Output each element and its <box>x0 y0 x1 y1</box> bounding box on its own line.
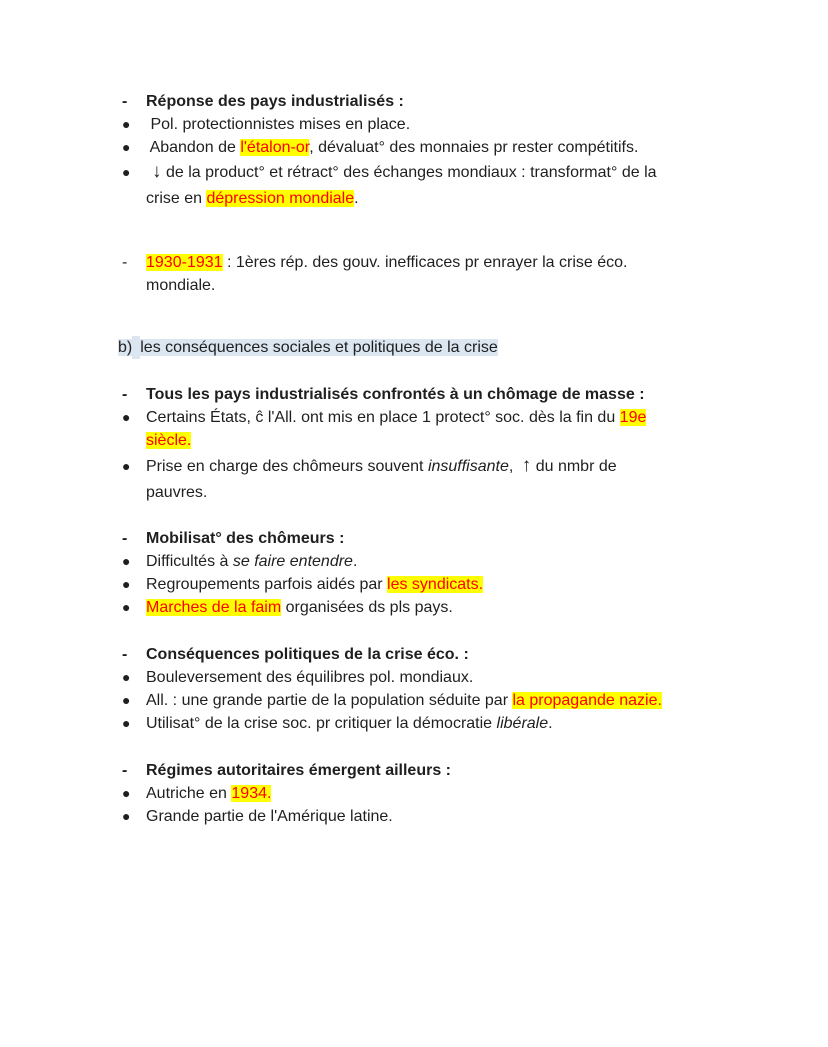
bullet-marker: ● <box>122 139 131 155</box>
dates-item-continuation: mondiale. <box>146 277 216 294</box>
group-heading: - Régimes autoritaires émergent ailleurs : <box>118 759 728 782</box>
list-item: ● Regroupements parfois aidés par les syndicats. <box>118 573 728 596</box>
highlight: siècle. <box>146 432 192 449</box>
list-item: ● Abandon de l'étalon-or, dévaluat° des monnaies pr rester compétitifs. <box>118 136 728 159</box>
bullet-marker: ● <box>122 669 131 685</box>
highlight: 1934. <box>231 785 272 802</box>
dash-marker: - <box>122 646 128 663</box>
section-a-heading: - Réponse des pays industrialisés : <box>118 90 728 113</box>
bullet-marker: ● <box>122 692 131 708</box>
group-heading: - Tous les pays industrialisés confrontés à un chômage de masse : <box>118 383 728 406</box>
section-b-title: les conséquences sociales et politiques de la crise <box>140 339 498 356</box>
list-item: ● Utilisat° de la crise soc. pr critiquer la démocratie libérale. <box>118 712 728 735</box>
bullet-marker: ● <box>122 576 131 592</box>
up-arrow-icon: ↑ <box>521 455 532 476</box>
highlight: 1930-1931 <box>146 254 223 271</box>
list-item: ● All. : une grande partie de la population séduite par la propagande nazie. <box>118 689 728 712</box>
bullet-marker: ● <box>122 808 131 824</box>
bullet-marker: ● <box>122 599 131 615</box>
list-item: ● Bouleversement des équilibres pol. mondiaux. <box>118 666 728 689</box>
group-heading: - Conséquences politiques de la crise éco. : <box>118 643 728 666</box>
bullet-marker: ● <box>122 458 131 474</box>
highlight: les syndicats. <box>387 576 484 593</box>
down-arrow-icon: ↓ <box>152 161 162 182</box>
list-item: ● Difficultés à se faire entendre. <box>118 550 728 573</box>
dash-marker: - <box>122 386 128 403</box>
dash-marker: - <box>122 254 128 271</box>
dash-marker: - <box>122 93 128 110</box>
bullet-marker: ● <box>122 715 131 731</box>
dash-marker: - <box>122 530 128 547</box>
list-item-continuation <box>118 429 728 452</box>
highlight: l'étalon-or <box>240 139 310 156</box>
list-item-continuation: crise en dépression mondiale. <box>146 190 359 207</box>
list-item: ● Certains États, ĉ l'All. ont mis en place 1 protect° soc. dès la fin du 19e <box>118 406 728 429</box>
group-heading: - Mobilisat° des chômeurs : <box>118 527 728 550</box>
bullet-marker: ● <box>122 164 131 180</box>
dates-item: - 1930-1931 : 1ères rép. des gouv. inefficaces pr enrayer la crise éco. <box>118 251 728 274</box>
section-b-letter: b) <box>118 339 133 356</box>
list-item: ● Marches de la faim organisées ds pls pays. <box>118 596 728 619</box>
highlight: Marches de la faim <box>146 599 282 616</box>
list-item-continuation: pauvres. <box>146 484 208 501</box>
list-item: ● Autriche en 1934. <box>118 782 728 805</box>
bullet-marker: ● <box>122 785 131 801</box>
list-item: ● Pol. protectionnistes mises en place. <box>118 113 728 136</box>
highlight: 19e <box>619 409 647 426</box>
bullet-marker: ● <box>122 409 131 425</box>
dash-marker: - <box>122 762 128 779</box>
list-item: ● ↓ de la product° et rétract° des échanges mondiaux : transformat° de la <box>118 161 728 184</box>
section-b-heading <box>118 336 728 359</box>
list-item: ● Grande partie de l'Amérique latine. <box>118 805 728 828</box>
bullet-marker: ● <box>122 116 131 132</box>
highlight: la propagande nazie. <box>512 692 662 709</box>
bullet-marker: ● <box>122 553 131 569</box>
list-item: ● Prise en charge des chômeurs souvent insuffisante, ↑ du nmbr de <box>118 455 728 478</box>
highlight: dépression mondiale <box>206 190 355 207</box>
